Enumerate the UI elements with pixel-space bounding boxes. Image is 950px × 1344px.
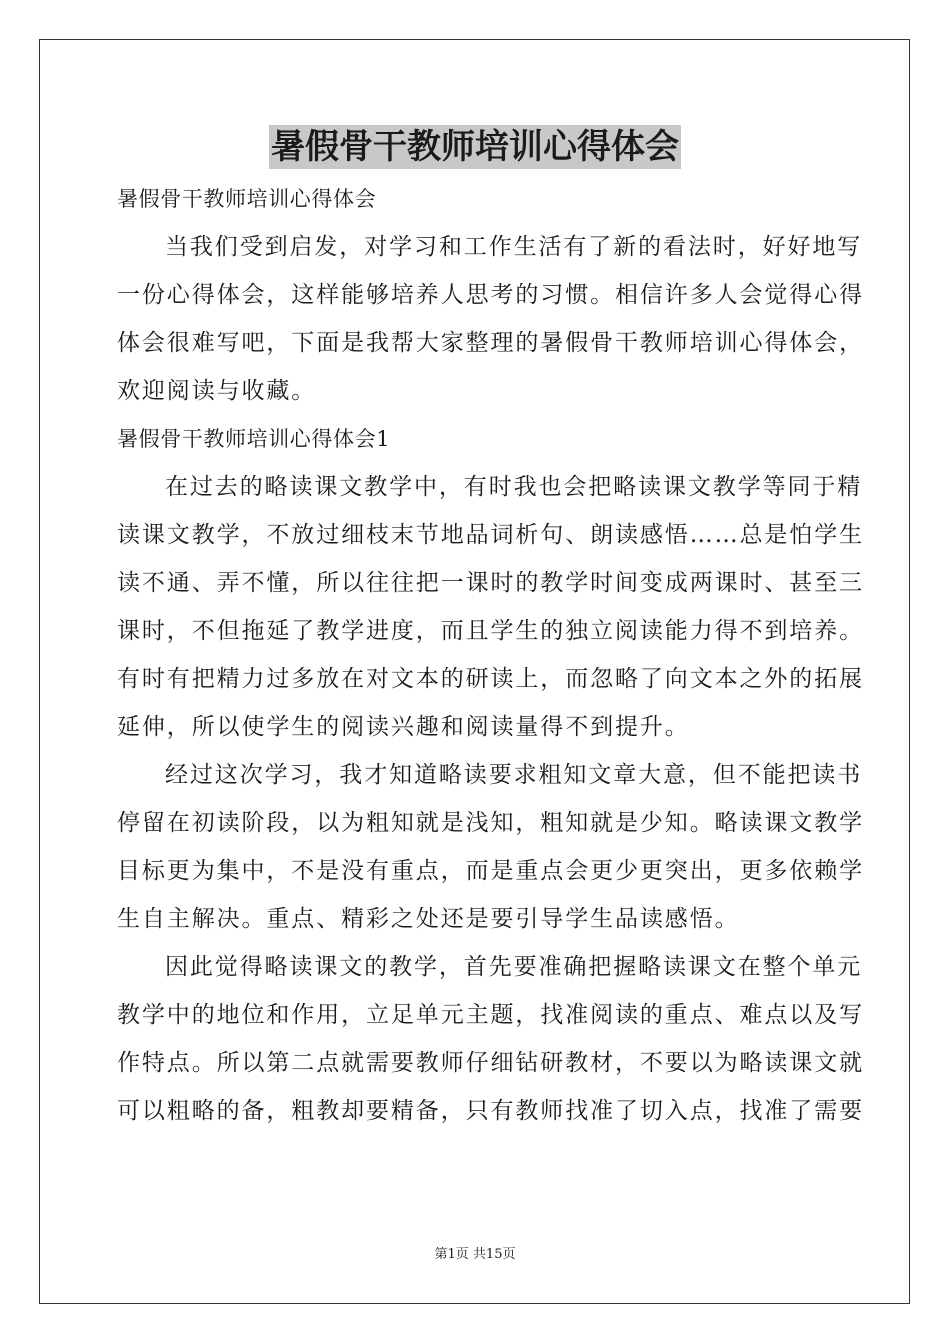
text-line: 读课文教学，不放过细枝末节地品词析句、朗读感悟……总是怕学生 <box>117 522 864 548</box>
text-line: 有时有把精力过多放在对文本的研读上，而忽略了向文本之外的拓展 <box>117 666 864 692</box>
text-line: 读不通、弄不懂，所以往往把一课时的教学时间变成两课时、甚至三 <box>117 570 864 596</box>
text-line: 停留在初读阶段，以为粗知就是浅知，粗知就是少知。略读课文教学 <box>117 810 864 836</box>
text-line: 一份心得体会，这样能够培养人思考的习惯。相信许多人会觉得心得 <box>117 282 864 308</box>
text-line: 目标更为集中，不是没有重点，而是重点会更少更突出，更多依赖学 <box>117 858 864 884</box>
text-line: 体会很难写吧，下面是我帮大家整理的暑假骨干教师培训心得体会， <box>117 330 864 356</box>
document-title: 暑假骨干教师培训心得体会 <box>271 127 679 167</box>
section-heading: 暑假骨干教师培训心得体会 <box>117 187 377 211</box>
page-footer: 第1页 共15页 <box>434 1247 516 1262</box>
text-line: 课时，不但拖延了教学进度，而且学生的独立阅读能力得不到培养。 <box>117 618 864 644</box>
text-line: 延伸，所以使学生的阅读兴趣和阅读量得不到提升。 <box>117 714 690 740</box>
text-line: 经过这次学习，我才知道略读要求粗知文章大意，但不能把读书 <box>165 762 863 788</box>
text-line: 教学中的地位和作用，立足单元主题，找准阅读的重点、难点以及写 <box>117 1002 864 1028</box>
text-line: 欢迎阅读与收藏。 <box>117 378 317 404</box>
section-heading: 暑假骨干教师培训心得体会1 <box>117 427 391 451</box>
text-line: 可以粗略的备，粗教却要精备，只有教师找准了切入点，找准了需要 <box>117 1098 864 1124</box>
document-body <box>117 175 864 1135</box>
text-line: 作特点。所以第二点就需要教师仔细钻研教材，不要以为略读课文就 <box>117 1050 864 1076</box>
text-line: 生自主解决。重点、精彩之处还是要引导学生品读感悟。 <box>117 906 740 932</box>
text-line: 因此觉得略读课文的教学，首先要准确把握略读课文在整个单元 <box>165 954 863 980</box>
text-line: 在过去的略读课文教学中，有时我也会把略读课文教学等同于精 <box>165 474 863 500</box>
title-wrap <box>0 125 950 169</box>
text-line: 当我们受到启发，对学习和工作生活有了新的看法时，好好地写 <box>165 234 863 260</box>
